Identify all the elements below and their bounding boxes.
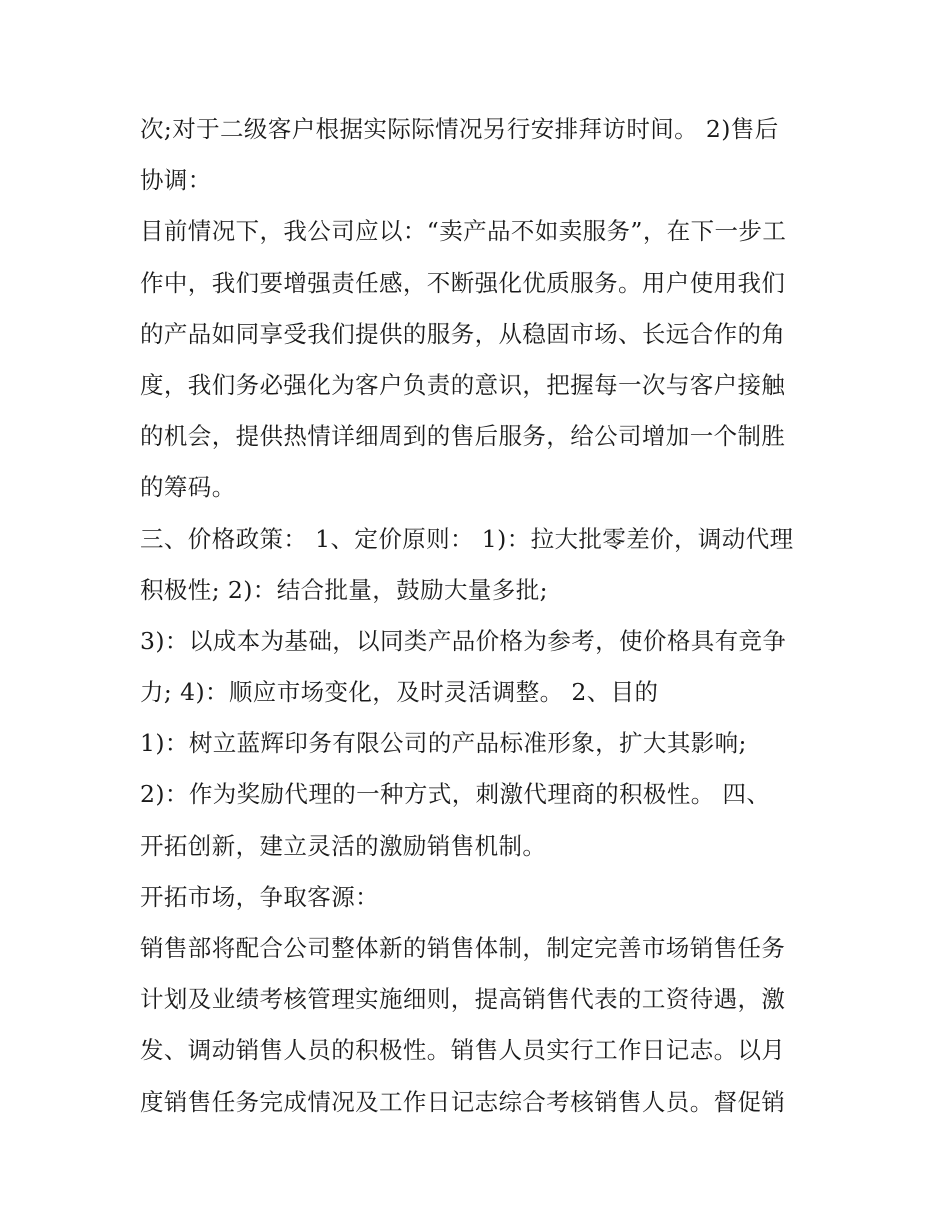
text-line: 计划及业绩考核管理实施细则，提高销售代表的工资待遇，激 — [140, 985, 786, 1014]
text-line: 的产品如同享受我们提供的服务，从稳固市场、长远合作的角 — [140, 319, 786, 348]
text-line: 度销售任务完成情况及工作日记志综合考核销售人员。督促销 — [140, 1087, 786, 1116]
text-line: 三、价格政策： 1、定价原则： 1)：拉大批零差价，调动代理 — [140, 524, 794, 553]
text-line: 次;对于二级客户根据实际际情况另行安排拜访时间。 2)售后 — [140, 115, 779, 143]
text-line: 目前情况下，我公司应以：“卖产品不如卖服务”，在下一步工 — [140, 217, 787, 246]
text-line: 2)：作为奖励代理的一种方式，刺激代理商的积极性。 四、 — [140, 780, 771, 809]
text-line: 3)：以成本为基础，以同类产品价格为参考，使价格具有竞争 — [140, 626, 787, 655]
document-body — [140, 104, 820, 1128]
text-line: 的筹码。 — [140, 473, 236, 502]
text-line: 协调： — [140, 166, 212, 195]
text-line: 开拓市场，争取客源： — [140, 882, 379, 911]
text-line: 力; 4)：顺应市场变化，及时灵活调整。 2、目的 — [140, 678, 659, 707]
text-line: 发、调动销售人员的积极性。销售人员实行工作日记志。以月 — [140, 1036, 786, 1065]
text-line: 开拓创新，建立灵活的激励销售机制。 — [140, 831, 547, 860]
text-line: 1)：树立蓝辉印务有限公司的产品标准形象，扩大其影响; — [140, 729, 747, 758]
text-line: 积极性; 2)：结合批量，鼓励大量多批; — [140, 575, 548, 604]
text-line: 的机会，提供热情详细周到的售后服务，给公司增加一个制胜 — [140, 422, 786, 451]
text-line: 度，我们务必强化为客户负责的意识，把握每一次与客户接触 — [140, 370, 786, 399]
text-line: 销售部将配合公司整体新的销售体制，制定完善市场销售任务 — [140, 934, 786, 962]
text-line: 作中，我们要增强责任感，不断强化优质服务。用户使用我们 — [140, 268, 786, 297]
